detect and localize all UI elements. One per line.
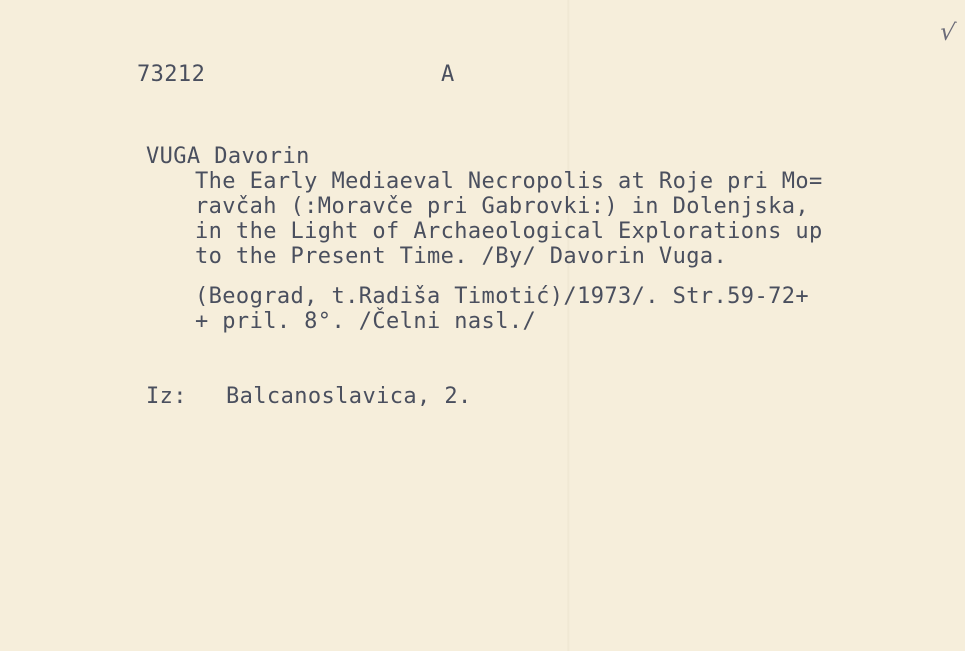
imprint-line: (Beograd, t.Radiša Timotić)/1973/. Str.59-72+ xyxy=(195,284,810,309)
title-line: to the Present Time. /By/ Davorin Vuga. xyxy=(195,244,728,269)
source-label: Iz: xyxy=(146,384,187,409)
record-number: 73212 xyxy=(137,62,206,87)
imprint-line: + pril. 8°. /Čelni nasl./ xyxy=(195,309,537,334)
check-mark: √ xyxy=(938,17,958,47)
title-line: in the Light of Archaeological Explorations up xyxy=(195,219,823,244)
record-letter: A xyxy=(441,62,455,87)
title-line: ravčah (:Moravče pri Gabrovki:) in Dolenjska, xyxy=(195,194,810,219)
author-heading: VUGA Davorin xyxy=(146,144,310,169)
title-line: The Early Mediaeval Necropolis at Roje pri Mo= xyxy=(195,169,823,194)
source-value: Balcanoslavica, 2. xyxy=(226,384,472,409)
